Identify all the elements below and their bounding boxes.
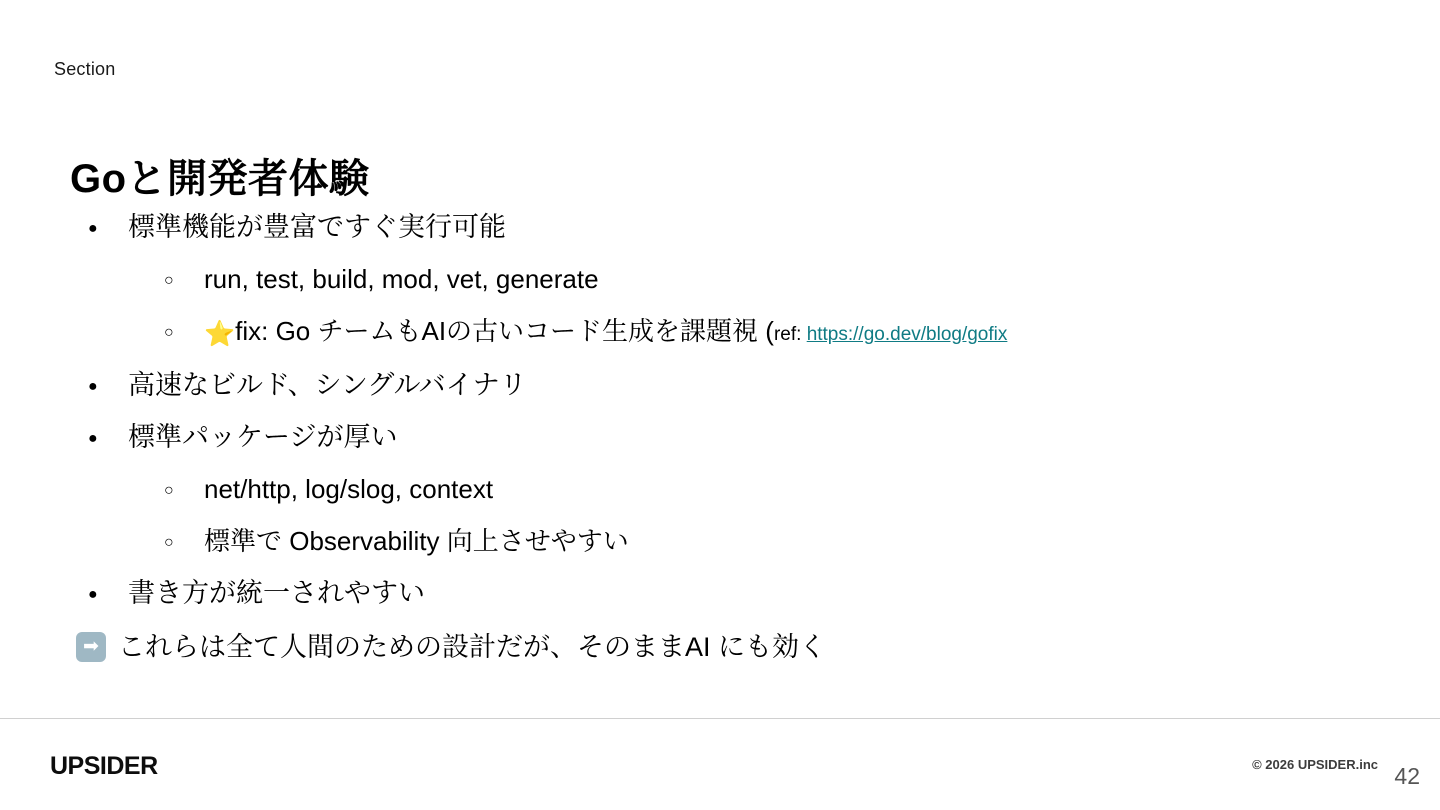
- star-icon: ⭐: [204, 320, 236, 348]
- list-item-with-link: [74, 309, 1394, 357]
- list-item-label: 標準パッケージが厚い: [128, 422, 398, 452]
- list-item-label: 標準機能が豊富ですぐ実行可能: [128, 212, 506, 242]
- list-item: [74, 415, 1394, 461]
- bullet-list: [74, 205, 1394, 667]
- hollow-circle-bullet-icon: [164, 257, 204, 303]
- filled-circle-bullet-icon: [88, 571, 128, 617]
- conclusion-row: [74, 627, 1394, 667]
- list-item-label: 標準で Observability 向上させやすい: [204, 526, 629, 556]
- filled-circle-bullet-icon: [88, 363, 128, 409]
- list-item: [74, 257, 1394, 303]
- conclusion-label: これらは全て人間のための設計だが、そのままAI にも効く: [118, 632, 827, 662]
- page-number: 42: [1394, 763, 1420, 789]
- list-item: [74, 571, 1394, 617]
- page-title: Goと開発者体験: [70, 156, 370, 201]
- list-item: [74, 205, 1394, 251]
- hollow-circle-bullet-icon: [164, 467, 204, 513]
- list-item: [74, 519, 1394, 565]
- list-item-label: net/http, log/slog, context: [204, 474, 494, 504]
- hollow-circle-bullet-icon: [164, 309, 204, 355]
- list-item: [74, 467, 1394, 513]
- section-label: Section: [54, 59, 116, 79]
- list-item-label: run, test, build, mod, vet, generate: [204, 264, 599, 294]
- copyright-text: © 2026 UPSIDER.inc: [1252, 757, 1378, 772]
- list-item-label: [204, 309, 1007, 357]
- upsider-logo: UPSIDER: [50, 752, 158, 780]
- filled-circle-bullet-icon: [88, 415, 128, 461]
- list-item-text: fix: Go チームもAIの古いコード生成を課題視 (: [235, 316, 774, 346]
- hollow-circle-bullet-icon: [164, 519, 204, 565]
- ref-label: ref:: [773, 324, 807, 345]
- gofix-blog-link[interactable]: https://go.dev/blog/gofix: [806, 324, 1008, 345]
- list-item-label: 高速なビルド、シングルバイナリ: [128, 370, 527, 400]
- arrow-right-icon: ➡: [76, 632, 106, 662]
- list-item-label: 書き方が統一されやすい: [128, 578, 425, 608]
- list-item: [74, 363, 1394, 409]
- filled-circle-bullet-icon: [88, 205, 128, 251]
- footer-divider: [0, 718, 1440, 719]
